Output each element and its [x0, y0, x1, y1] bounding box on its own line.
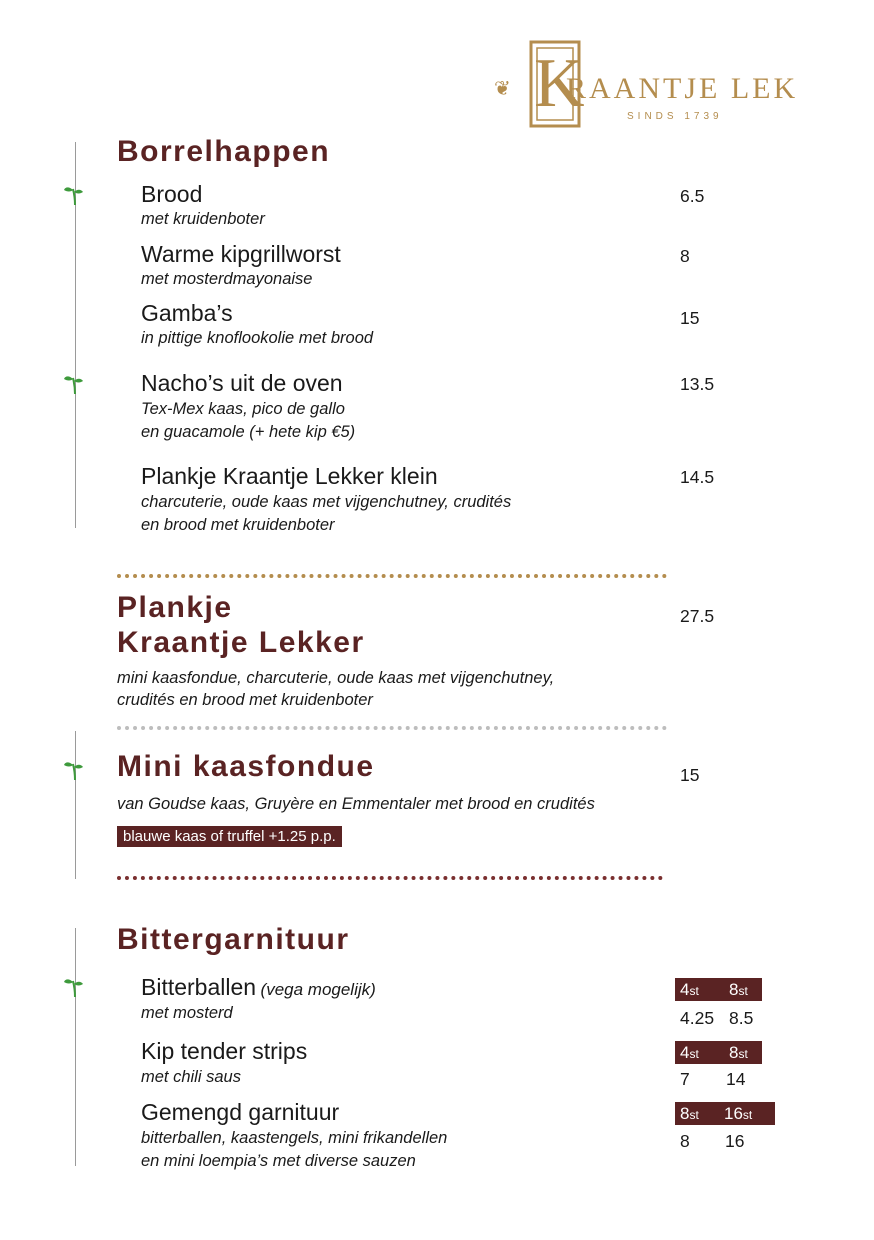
quantity-header	[675, 978, 762, 1001]
qty-unit: st	[689, 1046, 699, 1061]
logo-ornament-icon: ❦	[494, 76, 511, 100]
divider-dotted	[117, 876, 663, 880]
item-price: 8.5	[729, 1008, 754, 1028]
item-name: Warme kipgrillworst	[141, 241, 341, 267]
item-desc: crudités en brood met kruidenboter	[117, 691, 373, 709]
item-desc: mini kaasfondue, charcuterie, oude kaas met vijgenchutney,	[117, 669, 555, 687]
item-price: 8	[680, 1131, 690, 1151]
item-price: 15	[680, 765, 700, 785]
divider-dotted	[117, 574, 667, 578]
item-note: (vega mogelijk)	[260, 980, 376, 999]
item-desc: bitterballen, kaastengels, mini frikandellen	[141, 1129, 448, 1147]
qty-number: 8	[729, 1042, 739, 1062]
list-item	[141, 974, 376, 1001]
item-price: 14.5	[680, 467, 715, 487]
qty-number: 16	[724, 1103, 743, 1123]
logo-name: RAANTJE LEK	[566, 72, 799, 105]
section-title-plankje: Plankje	[117, 591, 233, 624]
qty-unit: st	[742, 1107, 753, 1122]
qty-unit: st	[689, 1107, 699, 1122]
item-price: 27.5	[680, 606, 715, 626]
section-title-bittergarnituur: Bittergarnituur	[117, 923, 350, 956]
item-desc: van Goudse kaas, Gruyère en Emmentaler met brood en crudités	[117, 795, 595, 813]
item-desc: charcuterie, oude kaas met vijgenchutney, crudités	[141, 493, 512, 511]
section-title-borrelhappen: Borrelhappen	[117, 135, 331, 168]
item-desc: in pittige knoflookolie met brood	[141, 329, 374, 347]
item-name: Gemengd garnituur	[141, 1099, 340, 1125]
item-desc: en mini loempia’s met diverse sauzen	[141, 1152, 416, 1170]
item-desc: met chili saus	[141, 1068, 241, 1086]
item-name: Gamba’s	[141, 300, 233, 326]
quantity-header	[675, 1102, 775, 1125]
item-name: Nacho’s uit de oven	[141, 370, 343, 396]
item-name: Kip tender strips	[141, 1038, 308, 1064]
qty-number: 8	[680, 1103, 690, 1123]
divider-dotted	[117, 726, 667, 730]
item-price: 13.5	[680, 374, 715, 394]
section-rule	[75, 928, 76, 1166]
item-desc: met mosterd	[141, 1004, 233, 1022]
sprout-icon	[62, 758, 84, 780]
qty-unit: st	[738, 983, 748, 998]
item-price: 15	[680, 308, 700, 328]
item-price: 7	[680, 1069, 690, 1089]
qty-number: 8	[729, 979, 739, 999]
logo-letter: K	[534, 45, 585, 122]
sprout-icon	[62, 183, 84, 205]
qty-number: 4	[680, 979, 690, 999]
extra-option-badge: blauwe kaas of truffel +1.25 p.p.	[117, 826, 342, 847]
item-name: Bitterballen	[141, 974, 257, 1000]
item-price: 14	[726, 1069, 746, 1089]
sprout-icon	[62, 975, 84, 997]
qty-number: 4	[680, 1042, 690, 1062]
qty-unit: st	[738, 1046, 748, 1061]
item-price: 4.25	[680, 1008, 715, 1028]
item-name: Brood	[141, 181, 203, 207]
item-desc: met kruidenboter	[141, 210, 265, 228]
section-rule	[75, 731, 76, 879]
item-desc: en guacamole (+ hete kip €5)	[141, 423, 356, 441]
quantity-header	[675, 1041, 762, 1064]
qty-unit: st	[689, 983, 699, 998]
item-price: 16	[725, 1131, 745, 1151]
item-desc: en brood met kruidenboter	[141, 516, 335, 534]
item-desc: Tex-Mex kaas, pico de gallo	[141, 400, 345, 418]
section-title-fondue: Mini kaasfondue	[117, 750, 375, 783]
sprout-icon	[62, 372, 84, 394]
logo-tagline: SINDS 1739	[627, 111, 723, 122]
section-title-plankje: Kraantje Lekker	[117, 626, 365, 659]
item-price: 8	[680, 246, 690, 266]
item-price: 6.5	[680, 186, 705, 206]
item-name: Plankje Kraantje Lekker klein	[141, 463, 438, 489]
item-desc: met mosterdmayonaise	[141, 270, 313, 288]
